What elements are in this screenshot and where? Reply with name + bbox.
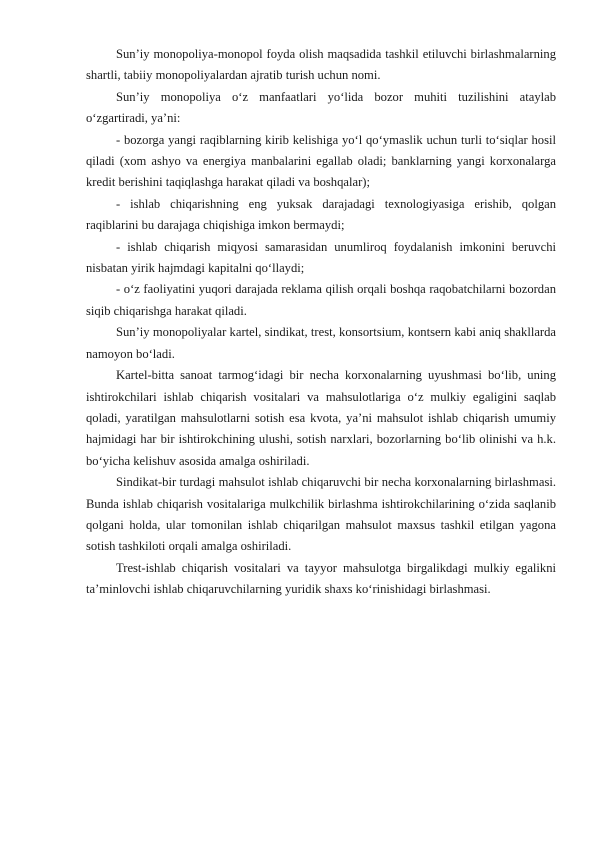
list-item-capital: - ishlab chiqarish miqyosi samarasidan unumliroq foydalanish imkonini beruvchi nisbatan yirik hajmdagi kapitalni qo‘llaydi; [86, 239, 556, 276]
paragraph-monopoly-forms: Sun’iy monopoliyalar kartel, sindikat, trest, konsortsium, kontsern kabi aniq shakllarda namoyon bo‘ladi. [86, 325, 556, 361]
document-page [86, 44, 556, 601]
list-item-barriers: - bozorga yangi raqiblarning kirib kelishiga yo‘l qo‘ymaslik uchun turli to‘siqlar hosil qiladi (xom ashyo va energiya manbalarini egallab oladi; banklarning yangi korxonalarga kredit berishini taqiqlashga harakat qiladi va boshqalar); [86, 132, 556, 190]
list-item-advertising: - o‘z faoliyatini yuqori darajada reklama qilish orqali boshqa raqobatchilarni bozordan siqib chiqarishga harakat qiladi. [86, 282, 556, 318]
paragraph-artificial-monopoly-definition: Sun’iy monopoliya-monopol foyda olish maqsadida tashkil etiluvchi birlashmalarning shartli, tabiiy monopoliyalardan ajratib turish uchun nomi. [86, 47, 556, 83]
paragraph-market-structure-change: Sun’iy monopoliya o‘z manfaatlari yo‘lida bozor muhiti tuzilishini ataylab o‘zgartiradi, ya’ni: [86, 89, 556, 126]
list-item-technology: - ishlab chiqarishning eng yuksak darajadagi texnologiyasiga erishib, qolgan raqiblarini bu darajaga chiqishiga imkon bermaydi; [86, 196, 556, 233]
paragraph-trust: Trest-ishlab chiqarish vositalari va tayyor mahsulotga birgalikdagi mulkiy egalikni ta’minlovchi ishlab chiqaruvchilarning yuridik shaxs ko‘rinishidagi birlashmasi. [86, 560, 556, 597]
paragraph-syndicate: Sindikat-bir turdagi mahsulot ishlab chiqaruvchi bir necha korxonalarning birlashmasi. Bunda ishlab chiqarish vositalariga mulkchilik birlashma ishtirokchilarining o‘zida saqlanib qolgani holda, ular tomonilan ishlab chiqarilgan mahsulot maxsus tashkil etilgan yagona sotish tashkiloti orqali amalga oshiriladi. [86, 475, 556, 554]
paragraph-cartel: Kartel-bitta sanoat tarmog‘idagi bir necha korxonalarning uyushmasi bo‘lib, uning ishtirokchilari ishlab chiqarish vositalari va mahsulotlariga o‘z mulkiy egaligini saqlab qoladi, yaratilgan mahsulotlarni sotish esa kvota, ya’ni mahsulot ishlab chiqarish umumiy hajmidagi har bir ishtirokchining ulushi, sotish narxlari, bozorlarning bo‘lib olinishi va h.k. bo‘yicha kelishuv asosida amalga oshiriladi. [86, 368, 556, 468]
